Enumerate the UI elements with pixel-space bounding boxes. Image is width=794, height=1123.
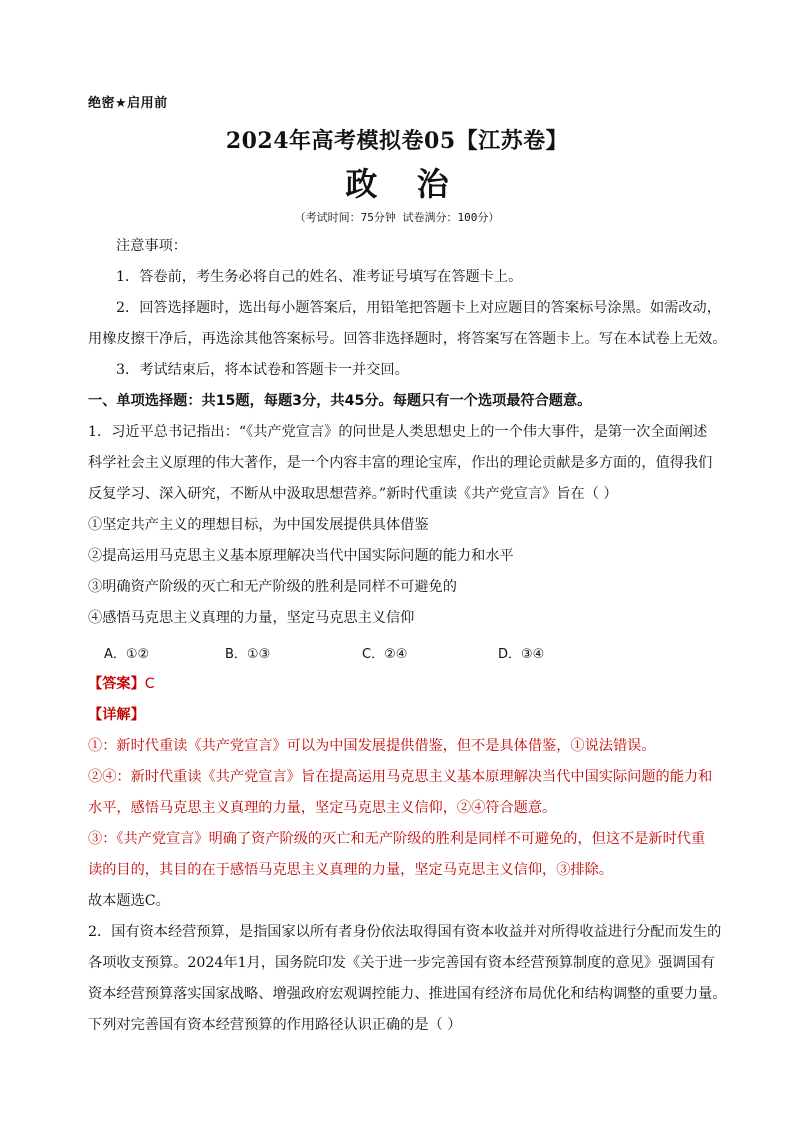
q1-item-3: ③明确资产阶级的灭亡和无产阶级的胜利是同样不可避免的: [88, 579, 457, 595]
explain-1: ①：新时代重读《共产党宣言》可以为中国发展提供借鉴，但不是具体借鉴，①说法错误。: [88, 738, 656, 754]
q1-stem-line-2: 科学社会主义原理的伟大著作，是一个内容丰富的理论宝库，作出的理论贡献是多方面的，值得我们: [88, 455, 713, 471]
note-item-3: 3．考试结束后，将本试卷和答题卡一并交回。: [116, 362, 409, 378]
explain-2-line-2: 水平，感悟马克思主义真理的力量，坚定马克思主义信仰，②④符合题意。: [88, 800, 557, 816]
explain-2-line-1: ②④：新时代重读《共产党宣言》旨在提高运用马克思主义基本原理解决当代中国实际问题的能力和: [88, 769, 713, 785]
q2-stem-line-4: 下列对完善国有资本经营预算的作用路径认识正确的是（ ）: [88, 1017, 462, 1033]
q1-answer: [88, 674, 716, 694]
exam-info: （考试时间：75分钟 试卷满分：100分）: [294, 211, 500, 224]
q1-option-a: A．①②: [104, 647, 150, 662]
explain-3-line-1: ③：《共产党宣言》明确了资产阶级的灭亡和无产阶级的胜利是同样不可避免的，但这不是新时代重: [88, 831, 706, 847]
q1-conclusion: 故本题选C。: [88, 893, 170, 909]
q1-option-b: B．①③: [225, 647, 271, 662]
note-item-2-line-1: 2．回答选择题时，选出每小题答案后，用铅笔把答题卡上对应题目的答案标号涂黑。如需改动，: [116, 300, 721, 316]
q1-stem-line-1: 1．习近平总书记指出：“《共产党宣言》的问世是人类思想史上的一个伟大事件，是第一次全面阐述: [88, 424, 708, 440]
notes-heading: 注意事项：: [116, 238, 187, 254]
section-heading: 一、单项选择题：共15题，每题3分，共45分。每题只有一个选项最符合题意。: [88, 393, 592, 409]
q1-option-d: D．③④: [498, 647, 545, 662]
explain-label: 【详解】: [88, 707, 145, 723]
answer-value: C: [144, 676, 155, 692]
note-item-1: 1．答卷前，考生务必将自己的姓名、准考证号填写在答题卡上。: [116, 269, 523, 285]
explain-3-line-2: 读的目的，其目的在于感悟马克思主义真理的力量，坚定马克思主义信仰，③排除。: [88, 862, 613, 878]
q1-option-c: C．②④: [362, 647, 408, 662]
q1-stem-line-3: 反复学习、深入研究，不断从中汲取思想营养。”新时代重读《共产党宣言》旨在（ ）: [88, 486, 618, 502]
q2-stem-line-2: 各项收支预算。2024年1月，国务院印发《关于进一步完善国有资本经营预算制度的意见》强调国有: [88, 955, 715, 971]
secret-mark: 绝密★启用前: [88, 96, 168, 111]
q1-item-4: ④感悟马克思主义真理的力量，坚定马克思主义信仰: [88, 610, 415, 626]
subject-title: 政 治: [345, 165, 463, 203]
q1-item-2: ②提高运用马克思主义基本原理解决当代中国实际问题的能力和水平: [88, 548, 514, 564]
q2-stem-line-3: 资本经营预算落实国家战略、增强政府宏观调控能力、推进国有经济布局优化和结构调整的重要力量。: [88, 986, 727, 1002]
note-item-2-line-2: 用橡皮擦干净后，再选涂其他答案标号。回答非选择题时，将答案写在答题卡上。写在本试卷上无效。: [88, 331, 727, 347]
q1-item-1: ①坚定共产主义的理想目标，为中国发展提供具体借鉴: [88, 517, 429, 533]
exam-title: 2024年高考模拟卷05【江苏卷】: [225, 128, 569, 154]
answer-label: 【答案】: [88, 676, 145, 692]
q2-stem-line-1: 2．国有资本经营预算，是指国家以所有者身份依法取得国有资本收益并对所得收益进行分配而发生的: [88, 924, 722, 940]
